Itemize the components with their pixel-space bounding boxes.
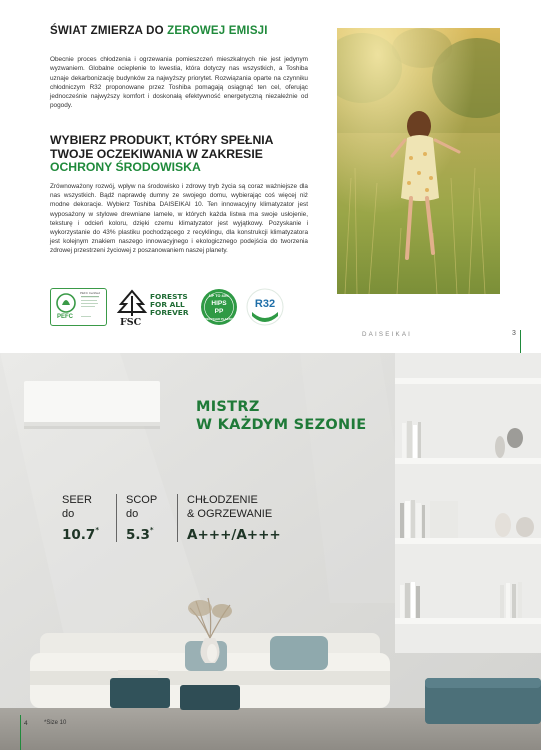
girl-in-meadow-photo [337, 28, 500, 294]
fsc-tree-icon [114, 288, 150, 318]
forests-line1: FORESTS [150, 292, 188, 301]
intro-paragraph: Obecnie proces chłodzenia i ogrzewania pomieszczeń mieszkalnych nie jest jedynym wyzwaniem. Globalne ocieplenie to kwestia, która dotyczy nas wszystkich, a Toshiba uznaje dekarbonizację budynków za najwyższy priorytet. Rozwiązania oparte na czynniku chłodniczym R32 proponowane przez Toshiba pomagają osiągnąć ten cel, oferując jednocześnie najwyższy komfort i doskonałą efektywność energetyczną niezależnie od pogody. [50, 56, 308, 110]
page-number-4: 4 [24, 720, 28, 727]
spec-seer-number: 10.7 [62, 527, 96, 543]
pefc-label: PEFC [57, 314, 74, 320]
air-conditioner-unit [24, 381, 160, 429]
certification-logos [50, 288, 308, 330]
recycled-plastic-badge [200, 288, 238, 326]
spec-scop-qualifier: do [126, 507, 139, 520]
forests-line2: FOR ALL [150, 300, 185, 310]
spec-seer-label [62, 494, 99, 521]
hips-label: HIPS [211, 300, 227, 307]
heading1-highlight: ZEROWEJ EMISJI [167, 25, 268, 37]
sustainability-paragraph: Zrównoważony rozwój, wpływ na środowisko i zdrowy tryb życia są coraz ważniejsze dla nas wszystkich. Bądź naprawdę dumny ze swojego domu, wybierając coś więcej niż modne dekoracje. Wybierz Toshiba DAISEIKAI 10. Ten innowacyjny klimatyzator jest wyposażony w stylowe drewniane lamele, w których każda listwa ma swoje usłojenie, teksturę i odcień koloru, dzięki czemu klimatyzator jest wyjątkowy. Pozyskanie i wykorzystanie do 43% plastiku pochodzącego z recyklingu, dla konstrukcji klimatyzatora jest kolejnym znakiem naszego innowacyjnego i ekologicznego podejścia do tworzenia zdrowej przestrzeni życiowej z poszanowaniem naszej planety. [50, 183, 308, 255]
headline-line2: W KAŻDYM SEZONIE [196, 416, 367, 433]
brand-name: DAISEIKAI [362, 331, 413, 338]
page-edge-line [520, 330, 521, 353]
heading2-highlight: OCHRONY ŚRODOWISKA [50, 160, 201, 174]
spec-scop-number: 5.3 [126, 527, 150, 543]
forests-line3: FOREVER [150, 308, 189, 318]
hips-bottom-label: RECYCLED PLASTIC [204, 317, 234, 321]
page-3 [0, 0, 541, 353]
spec-scop [126, 494, 157, 543]
heading2-line2: TWOJE OCZEKIWANIA W ZAKRESIE [50, 146, 263, 161]
heading-zero-emission [50, 25, 268, 37]
page-edge-line [20, 715, 21, 750]
spec-seer-name: SEER [62, 494, 92, 506]
pefc-certified-label: PEFC Certified [80, 291, 101, 295]
bookshelf [395, 353, 541, 653]
spec-energy-class [187, 494, 281, 543]
forests-for-all-forever-logo [150, 293, 200, 318]
heading-choose-product [50, 134, 310, 175]
page-number-3: 3 [512, 330, 516, 337]
spec-scop-value [126, 527, 157, 543]
ottoman [425, 678, 541, 724]
spec-energy-class-value: A+++/A+++ [187, 527, 281, 543]
spec-scop-footnote-mark: * [149, 526, 154, 534]
footnote: *Size 10 [44, 720, 67, 726]
spec-seer-value [62, 527, 99, 543]
pp-label: PP [214, 308, 224, 315]
spec-cooling-label: CHŁODZENIE [187, 494, 258, 506]
spec-energy-class-label [187, 494, 281, 521]
headline-master-every-season [196, 399, 366, 434]
spec-seer-qualifier: do [62, 507, 75, 520]
spec-heating-label: & OGRZEWANIE [187, 507, 273, 520]
spec-seer-footnote-mark: * [95, 526, 99, 534]
fsc-label: FSC [120, 317, 142, 328]
spec-divider [116, 494, 117, 542]
meadow-image [337, 28, 500, 294]
fsc-logo [114, 288, 150, 328]
spec-scop-name: SCOP [126, 494, 158, 506]
pefc-logo [50, 288, 107, 326]
spec-scop-label [126, 494, 157, 521]
spec-seer [62, 494, 99, 543]
page-4 [0, 353, 541, 750]
r32-refrigerant-badge [246, 288, 284, 326]
r32-label: R32 [254, 298, 276, 310]
heading1-prefix: ŚWIAT ZMIERZA DO [50, 25, 168, 37]
headline-line1: MISTRZ [196, 399, 260, 415]
spec-divider [177, 494, 178, 542]
heading2-line1: WYBIERZ PRODUKT, KTÓRY SPEŁNIA [50, 133, 274, 147]
hips-top-label: UP TO 43% [208, 294, 230, 298]
